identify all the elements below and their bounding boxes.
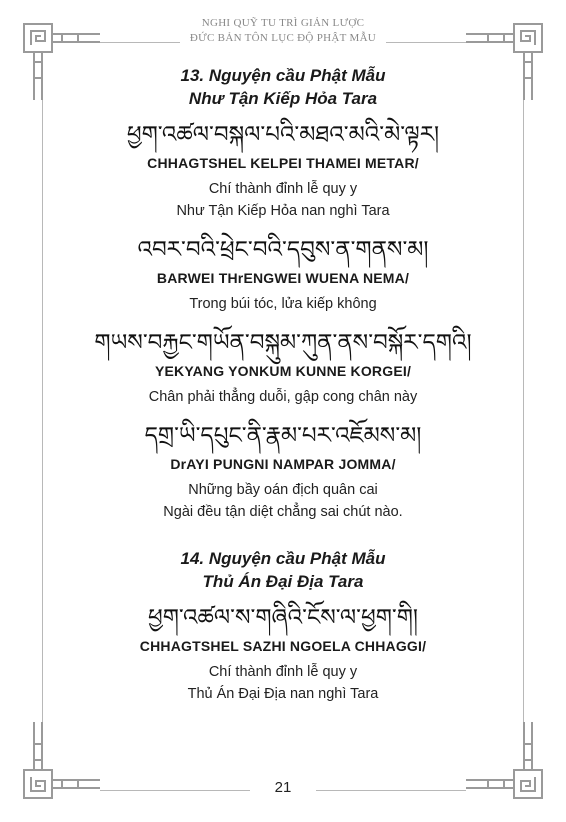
translation-line: Trong búi tóc, lửa kiếp không <box>189 296 377 312</box>
verse-13-2 <box>60 234 506 315</box>
translation-line: Chân phải thẳng duỗi, gập cong chân này <box>148 389 418 405</box>
header-line-1: NGHI QUỸ TU TRÌ GIẢN LƯỢC <box>201 17 365 29</box>
verse-13-4 <box>60 420 506 523</box>
section-13 <box>60 64 506 523</box>
section-14-title-line-2: Thủ Án Đại Địa Tara <box>202 572 364 591</box>
section-14-title-line-1: 14. Nguyện cầu Phật Mẫu <box>180 549 386 568</box>
header-line-2: ĐỨC BẢN TÔN LỤC ĐỘ PHẬT MẪU <box>189 32 377 44</box>
transliteration: CHHAGTSHEL KELPEI THAMEI METAR/ <box>147 155 419 171</box>
page-content <box>60 64 506 705</box>
section-14 <box>60 547 506 705</box>
tibetan-text: གཡས་བརྐྱང་གཡོན་བསྐུམ་ཀུན་ནས་བསྐོར་དགའི། <box>94 330 472 356</box>
translation-line: Chí thành đỉnh lễ quy y <box>208 664 358 680</box>
frame-right-line <box>523 100 524 722</box>
translation-line: Như Tận Kiếp Hỏa nan nghì Tara <box>176 203 390 219</box>
section-13-title-line-1: 13. Nguyện cầu Phật Mẫu <box>180 66 386 85</box>
translation-line: Ngài đều tận diệt chẳng sai chút nào. <box>163 504 403 520</box>
page-number: 21 <box>274 779 292 796</box>
section-13-title-line-2: Như Tận Kiếp Hỏa Tara <box>188 89 378 108</box>
verse-14-1 <box>60 602 506 705</box>
frame-left-line <box>42 100 43 722</box>
tibetan-text: ཕྱག་འཚལ་བསྐལ་པའི་མཐའ་མའི་མེ་ལྟར། <box>126 122 440 148</box>
tibetan-text: ཕྱག་འཚལ་ས་གཞིའི་ངོས་ལ་ཕྱག་གི། <box>147 605 419 631</box>
translation-line: Thủ Án Đại Địa nan nghì Tara <box>187 686 379 702</box>
transliteration: BARWEI THrENGWEI WUENA NEMA/ <box>156 270 410 286</box>
transliteration: CHHAGTSHEL SAZHI NGOELA CHHAGGI/ <box>139 638 427 654</box>
transliteration: YEKYANG YONKUM KUNNE KORGEI/ <box>154 363 412 379</box>
transliteration: DrAYI PUNGNI NAMPAR JOMMA/ <box>170 456 396 472</box>
translation-line: Chí thành đỉnh lễ quy y <box>208 181 358 197</box>
tibetan-text: དགྲ་ཡི་དཔུང་ནི་རྣམ་པར་འཇོམས་མ། <box>144 423 422 449</box>
running-header <box>0 16 566 46</box>
verse-13-3 <box>60 327 506 408</box>
translation-line: Những bầy oán địch quân cai <box>188 482 378 498</box>
tibetan-text: འབར་བའི་ཕྲེང་བའི་དབུས་ན་གནས་མ། <box>137 237 429 263</box>
verse-13-1 <box>60 119 506 222</box>
